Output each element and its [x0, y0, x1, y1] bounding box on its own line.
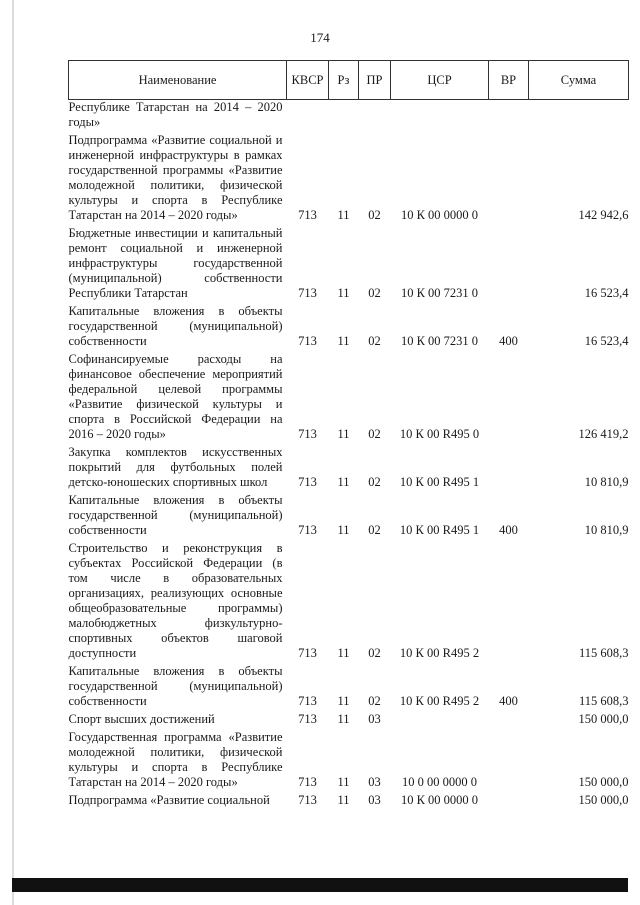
cell-sum: 126 419,2	[578, 427, 629, 441]
header-sum: Сумма	[529, 61, 629, 100]
table-row	[69, 793, 629, 811]
table-row	[69, 541, 629, 664]
cell-rz: 11	[337, 334, 350, 348]
cell-vr	[489, 100, 529, 134]
cell-csr: 10 К 00 R495 2	[399, 646, 480, 660]
cell-name: Бюджетные инвестиции и капитальный ремонт социальной и инженерной инфраструктуры государственной (муниципальной) собственности Республики Татарстан	[68, 226, 283, 300]
table-header-row	[69, 61, 629, 100]
cell-rz	[329, 100, 359, 134]
table-row	[69, 304, 629, 352]
cell-sum: 150 000,0	[578, 793, 629, 807]
cell-csr: 10 0 00 0000 0	[402, 775, 477, 789]
cell-rz: 11	[337, 694, 350, 708]
cell-csr: 10 К 00 R495 1	[399, 523, 480, 537]
cell-kvsr: 713	[298, 475, 317, 489]
cell-vr: 400	[499, 694, 518, 708]
cell-sum: 150 000,0	[578, 712, 629, 726]
cell-pr: 02	[368, 334, 381, 348]
cell-pr	[359, 100, 391, 134]
cell-kvsr: 713	[298, 427, 317, 441]
cell-rz: 11	[337, 712, 350, 726]
cell-sum: 115 608,3	[578, 694, 629, 708]
scan-left-edge	[12, 0, 14, 905]
cell-vr	[489, 133, 529, 226]
cell-kvsr: 713	[298, 712, 317, 726]
cell-pr: 03	[368, 712, 381, 726]
cell-csr: 10 К 00 0000 0	[400, 208, 479, 222]
table-row	[69, 445, 629, 493]
scan-bottom-border	[12, 878, 628, 892]
cell-sum: 10 810,9	[584, 523, 629, 537]
cell-rz: 11	[337, 646, 350, 660]
header-vr: ВР	[489, 61, 529, 100]
cell-rz: 11	[337, 208, 350, 222]
cell-vr	[489, 730, 529, 793]
table-row	[69, 493, 629, 541]
cell-name: Закупка комплектов искусственных покрытий для футбольных полей детско-юношеских спортивных школ	[68, 445, 283, 489]
cell-name: Подпрограмма «Развитие социальной	[68, 793, 270, 807]
cell-sum: 142 942,6	[578, 208, 629, 222]
cell-name: Капитальные вложения в объекты государственной (муниципальной) собственности	[68, 664, 283, 708]
cell-csr: 10 К 00 R495 1	[399, 475, 480, 489]
cell-pr: 02	[368, 475, 381, 489]
cell-pr: 03	[368, 775, 381, 789]
cell-kvsr: 713	[298, 334, 317, 348]
table-row	[69, 664, 629, 712]
cell-csr: 10 К 00 7231 0	[400, 286, 479, 300]
cell-csr: 10 К 00 0000 0	[400, 793, 479, 807]
cell-sum: 16 523,4	[584, 334, 629, 348]
cell-pr: 02	[368, 208, 381, 222]
header-pr: ПР	[359, 61, 391, 100]
cell-name: Строительство и реконструкция в субъектах Российской Федерации (в том числе в образовательных организациях, реализующих основные общеобразовательные программы) малобюджетных физкультурно-спортивных объектов шаговой доступности	[68, 541, 283, 660]
cell-csr	[391, 100, 489, 134]
cell-kvsr: 713	[298, 775, 317, 789]
table-body	[69, 100, 629, 812]
cell-rz: 11	[337, 286, 350, 300]
cell-vr: 400	[499, 523, 518, 537]
table-row	[69, 226, 629, 304]
cell-name: Подпрограмма «Развитие социальной и инженерной инфраструктуры в рамках государственной программы «Развитие молодежной политики, физической культуры и спорта в Республике Татарстан на 2014 – 2020 годы»	[68, 133, 283, 222]
cell-pr: 02	[368, 646, 381, 660]
cell-kvsr: 713	[298, 523, 317, 537]
cell-kvsr: 713	[298, 694, 317, 708]
cell-kvsr: 713	[298, 646, 317, 660]
cell-name: Капитальные вложения в объекты государственной (муниципальной) собственности	[68, 493, 283, 537]
cell-vr	[489, 445, 529, 493]
cell-rz: 11	[337, 427, 350, 441]
cell-name: Республике Татарстан на 2014 – 2020 годы»	[68, 100, 283, 129]
cell-kvsr: 713	[298, 286, 317, 300]
cell-rz: 11	[337, 523, 350, 537]
cell-sum: 115 608,3	[578, 646, 629, 660]
cell-rz: 11	[337, 775, 350, 789]
cell-name: Спорт высших достижений	[68, 712, 215, 726]
cell-kvsr: 713	[298, 208, 317, 222]
table-row	[69, 730, 629, 793]
table-row	[69, 712, 629, 730]
cell-sum: 10 810,9	[584, 475, 629, 489]
cell-name: Капитальные вложения в объекты государственной (муниципальной) собственности	[68, 304, 283, 348]
cell-pr: 02	[368, 427, 381, 441]
cell-kvsr	[287, 100, 329, 134]
cell-csr: 10 К 00 R495 0	[399, 427, 480, 441]
cell-kvsr: 713	[298, 793, 317, 807]
table-row	[69, 352, 629, 445]
table-row	[69, 133, 629, 226]
cell-pr: 02	[368, 523, 381, 537]
cell-pr: 02	[368, 694, 381, 708]
cell-name: Софинансируемые расходы на финансовое обеспечение мероприятий федеральной целевой программы «Развитие физической культуры и спорта в Российской Федерации на 2016 – 2020 годы»	[68, 352, 283, 441]
page-number: 174	[310, 30, 330, 45]
budget-table	[68, 60, 629, 811]
header-name: Наименование	[69, 61, 287, 100]
cell-vr	[489, 226, 529, 304]
cell-csr	[391, 712, 489, 730]
header-kvsr: КВСР	[287, 61, 329, 100]
cell-sum	[529, 100, 629, 134]
cell-name: Государственная программа «Развитие молодежной политики, физической культуры и спорта в Республике Татарстан на 2014 – 2020 годы»	[68, 730, 283, 789]
cell-vr	[489, 712, 529, 730]
cell-vr	[489, 352, 529, 445]
cell-sum: 16 523,4	[584, 286, 629, 300]
cell-vr: 400	[499, 334, 518, 348]
cell-pr: 03	[368, 793, 381, 807]
table-row	[69, 100, 629, 134]
cell-pr: 02	[368, 286, 381, 300]
header-csr: ЦСР	[391, 61, 489, 100]
cell-rz: 11	[337, 475, 350, 489]
cell-vr	[489, 793, 529, 811]
cell-csr: 10 К 00 7231 0	[400, 334, 479, 348]
header-rz: Рз	[329, 61, 359, 100]
cell-csr: 10 К 00 R495 2	[399, 694, 480, 708]
cell-vr	[489, 541, 529, 664]
cell-rz: 11	[337, 793, 350, 807]
cell-sum: 150 000,0	[578, 775, 629, 789]
